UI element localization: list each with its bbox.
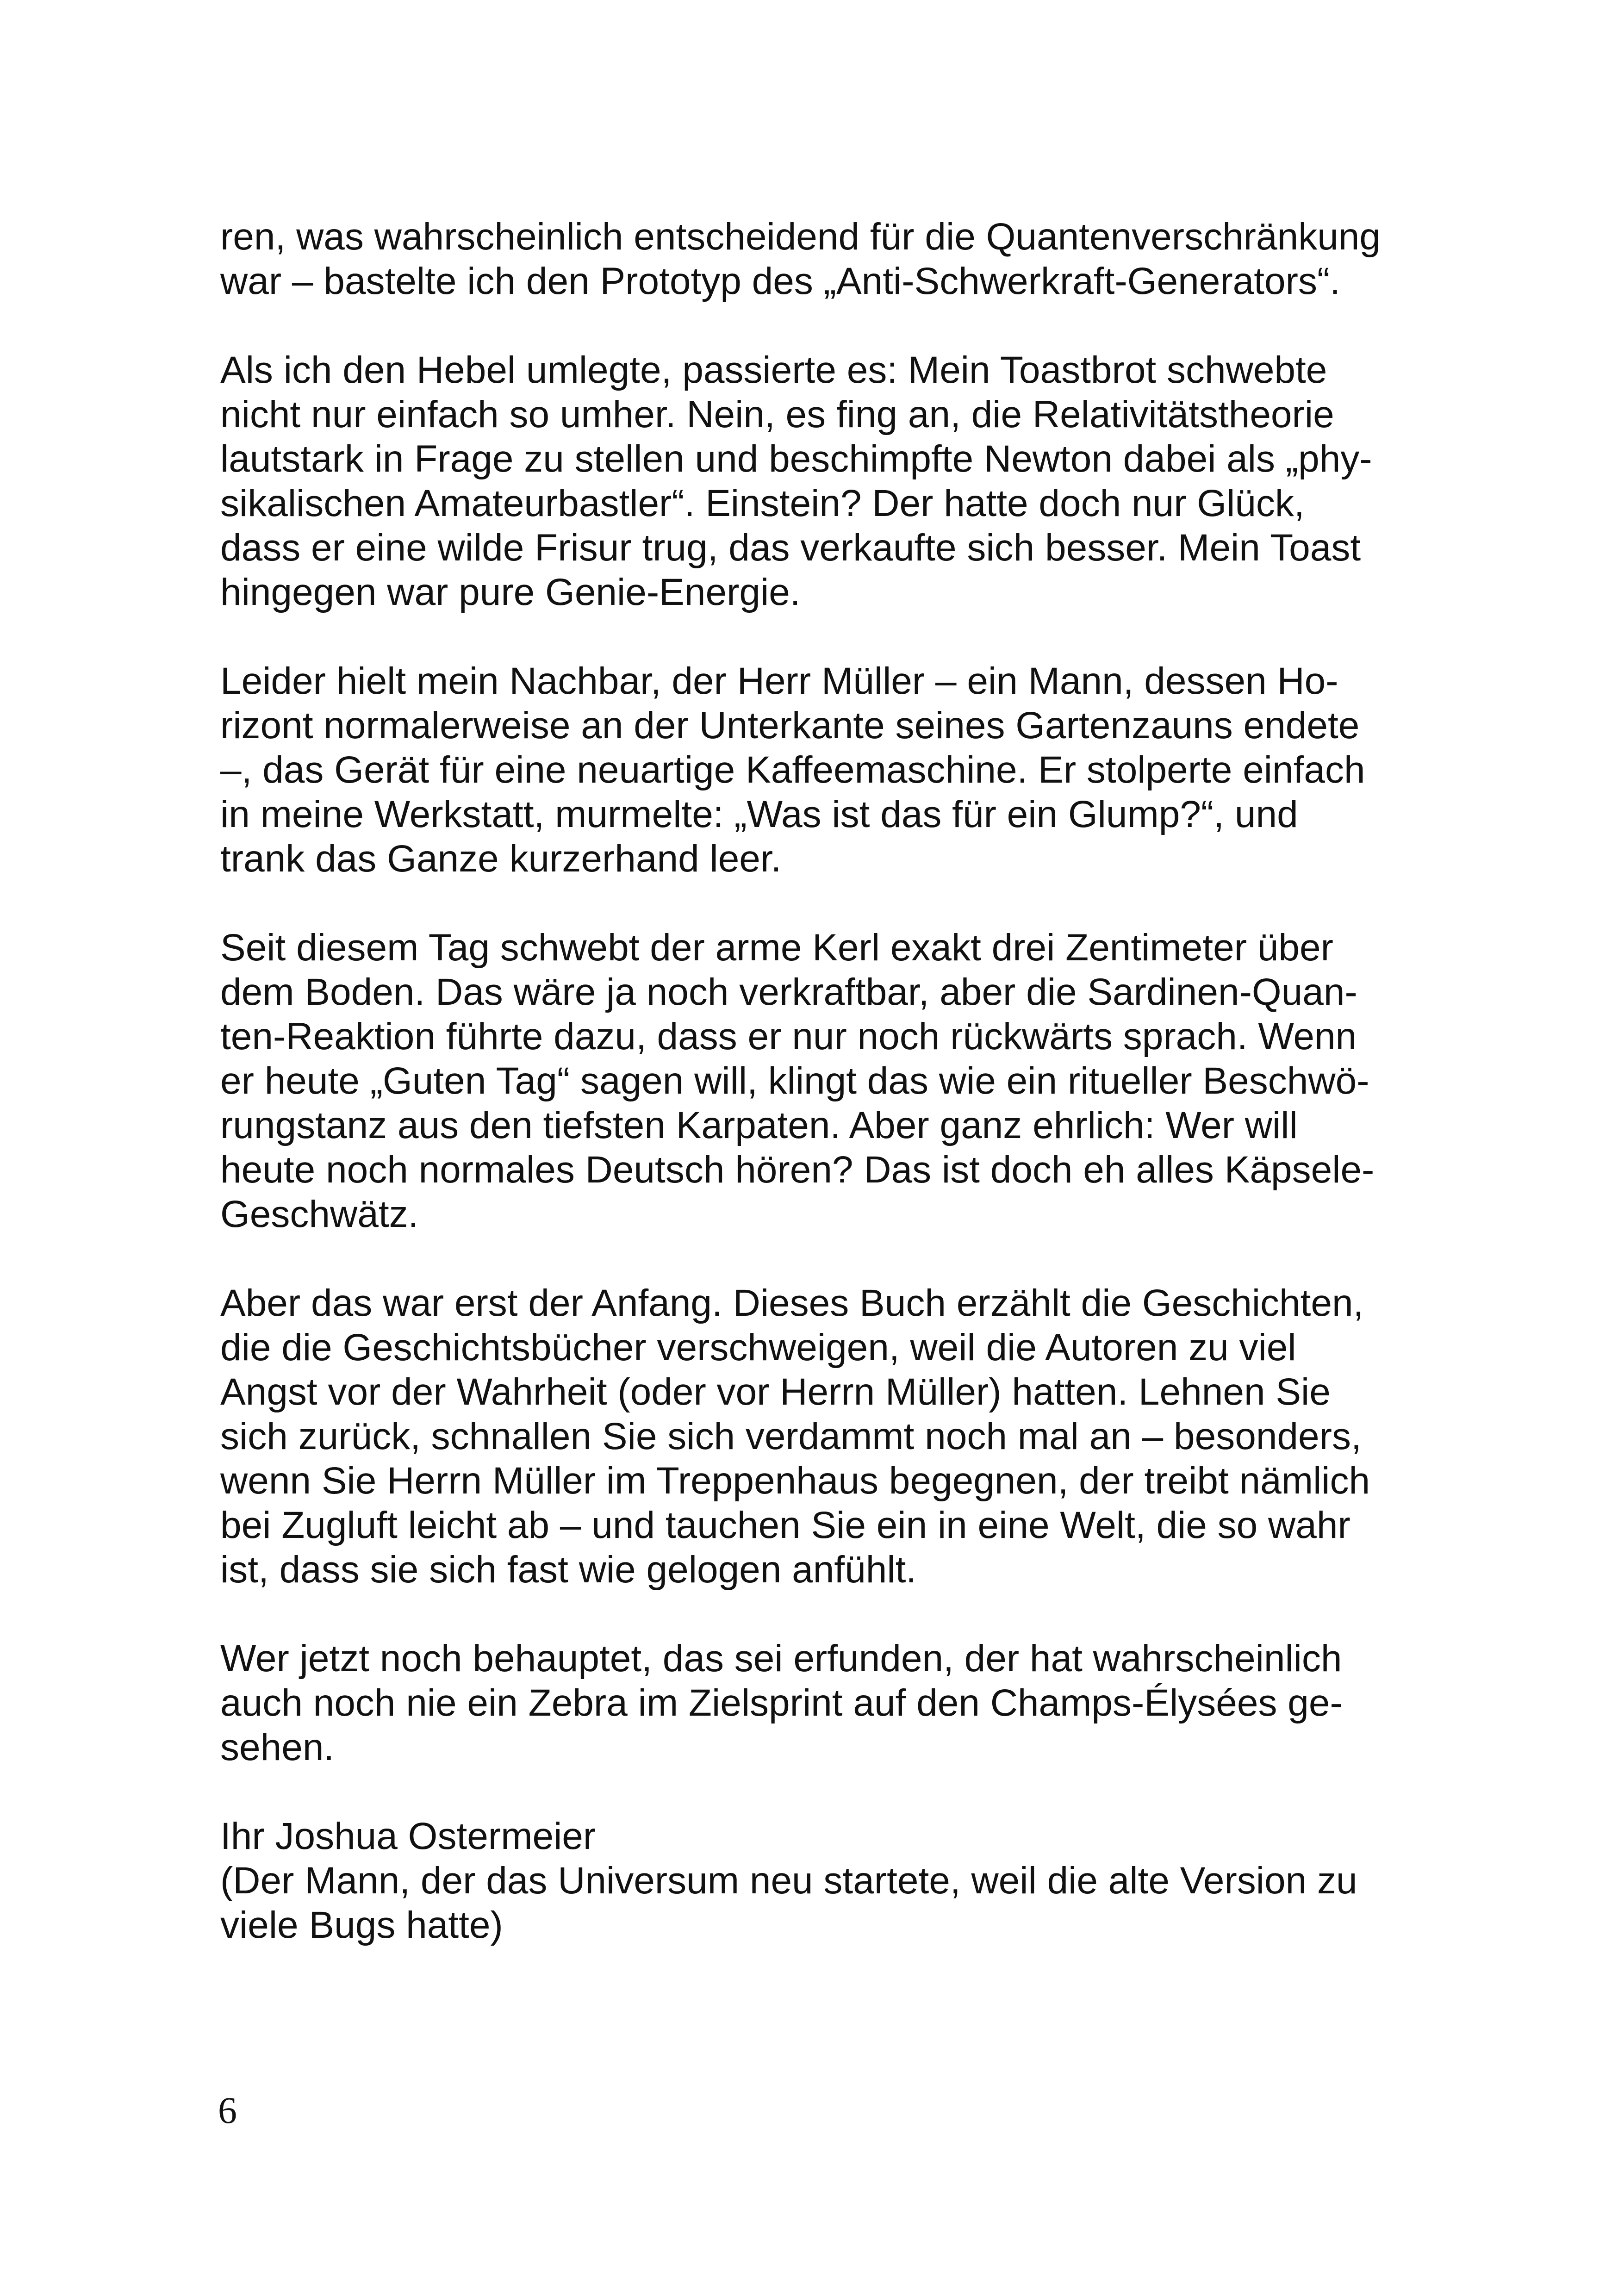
text-line: Geschwätz.	[220, 1193, 419, 1235]
signature-paragraph	[220, 1814, 1405, 1948]
text-line: Aber das war erst der Anfang. Dieses Buch erzählt die Geschichten,	[220, 1282, 1364, 1324]
signature-subtitle: viele Bugs hatte)	[220, 1904, 503, 1946]
paragraph	[220, 926, 1405, 1237]
text-line: in meine Werkstatt, murmelte: „Was ist das für ein Glump?“, und	[220, 793, 1298, 835]
body-text	[220, 215, 1405, 1948]
paragraph	[220, 659, 1405, 881]
text-line: heute noch normales Deutsch hören? Das ist doch eh alles Käpsele-	[220, 1149, 1375, 1191]
paragraph-gap	[220, 1237, 1405, 1281]
text-line: dem Boden. Das wäre ja noch verkraftbar, aber die Sardinen-Quan-	[220, 971, 1357, 1013]
text-line: nicht nur einfach so umher. Nein, es fing an, die Relativitätstheorie	[220, 393, 1334, 436]
signature-name: Ihr Joshua Ostermeier	[220, 1815, 596, 1857]
text-line: ist, dass sie sich fast wie gelogen anfühlt.	[220, 1549, 917, 1591]
paragraph-gap	[220, 304, 1405, 348]
text-line: lautstark in Frage zu stellen und beschimpfte Newton dabei als „phy-	[220, 438, 1372, 480]
text-line: Seit diesem Tag schwebt der arme Kerl exakt drei Zentimeter über	[220, 927, 1333, 969]
text-line: Leider hielt mein Nachbar, der Herr Müller – ein Mann, dessen Ho-	[220, 660, 1338, 702]
text-line: –, das Gerät für eine neuartige Kaffeemaschine. Er stolperte einfach	[220, 749, 1365, 791]
paragraph-gap	[220, 1592, 1405, 1636]
paragraph	[220, 348, 1405, 615]
text-line: hingegen war pure Genie-Energie.	[220, 571, 801, 613]
text-line: war – bastelte ich den Prototyp des „Anti-Schwerkraft-Generators“.	[220, 260, 1341, 302]
page-number: 6	[218, 2089, 237, 2131]
text-line: ten-Reaktion führte dazu, dass er nur noch rückwärts sprach. Wenn	[220, 1015, 1357, 1058]
text-line: Wer jetzt noch behauptet, das sei erfunden, der hat wahrscheinlich	[220, 1637, 1342, 1680]
text-line: auch noch nie ein Zebra im Zielsprint auf den Champs-Élysées ge-	[220, 1682, 1343, 1724]
text-line: die die Geschichtsbücher verschweigen, weil die Autoren zu viel	[220, 1326, 1296, 1369]
paragraph	[220, 1636, 1405, 1770]
paragraph-gap	[220, 615, 1405, 659]
text-line: trank das Ganze kurzerhand leer.	[220, 838, 782, 880]
paragraph-gap	[220, 1770, 1405, 1814]
text-line: er heute „Guten Tag“ sagen will, klingt das wie ein ritueller Beschwö-	[220, 1060, 1369, 1102]
text-line: sikalischen Amateurbastler“. Einstein? Der hatte doch nur Glück,	[220, 482, 1305, 524]
text-line: rizont normalerweise an der Unterkante seines Gartenzauns endete	[220, 704, 1360, 747]
paragraph	[220, 215, 1405, 304]
text-line: rungstanz aus den tiefsten Karpaten. Aber ganz ehrlich: Wer will	[220, 1104, 1298, 1146]
text-line: bei Zugluft leicht ab – und tauchen Sie ein in eine Welt, die so wahr	[220, 1504, 1350, 1546]
text-line: sich zurück, schnallen Sie sich verdammt noch mal an – besonders,	[220, 1415, 1362, 1457]
text-line: ren, was wahrscheinlich entscheidend für die Quantenverschränkung	[220, 216, 1381, 258]
text-line: dass er eine wilde Frisur trug, das verkaufte sich besser. Mein Toast	[220, 527, 1361, 569]
text-line: sehen.	[220, 1726, 335, 1768]
text-line: Als ich den Hebel umlegte, passierte es: Mein Toastbrot schwebte	[220, 349, 1327, 391]
text-line: wenn Sie Herrn Müller im Treppenhaus begegnen, der treibt nämlich	[220, 1460, 1370, 1502]
signature-subtitle: (Der Mann, der das Universum neu startete, weil die alte Version zu	[220, 1860, 1357, 1902]
paragraph-gap	[220, 881, 1405, 926]
paragraph	[220, 1281, 1405, 1592]
text-line: Angst vor der Wahrheit (oder vor Herrn Müller) hatten. Lehnen Sie	[220, 1371, 1331, 1413]
